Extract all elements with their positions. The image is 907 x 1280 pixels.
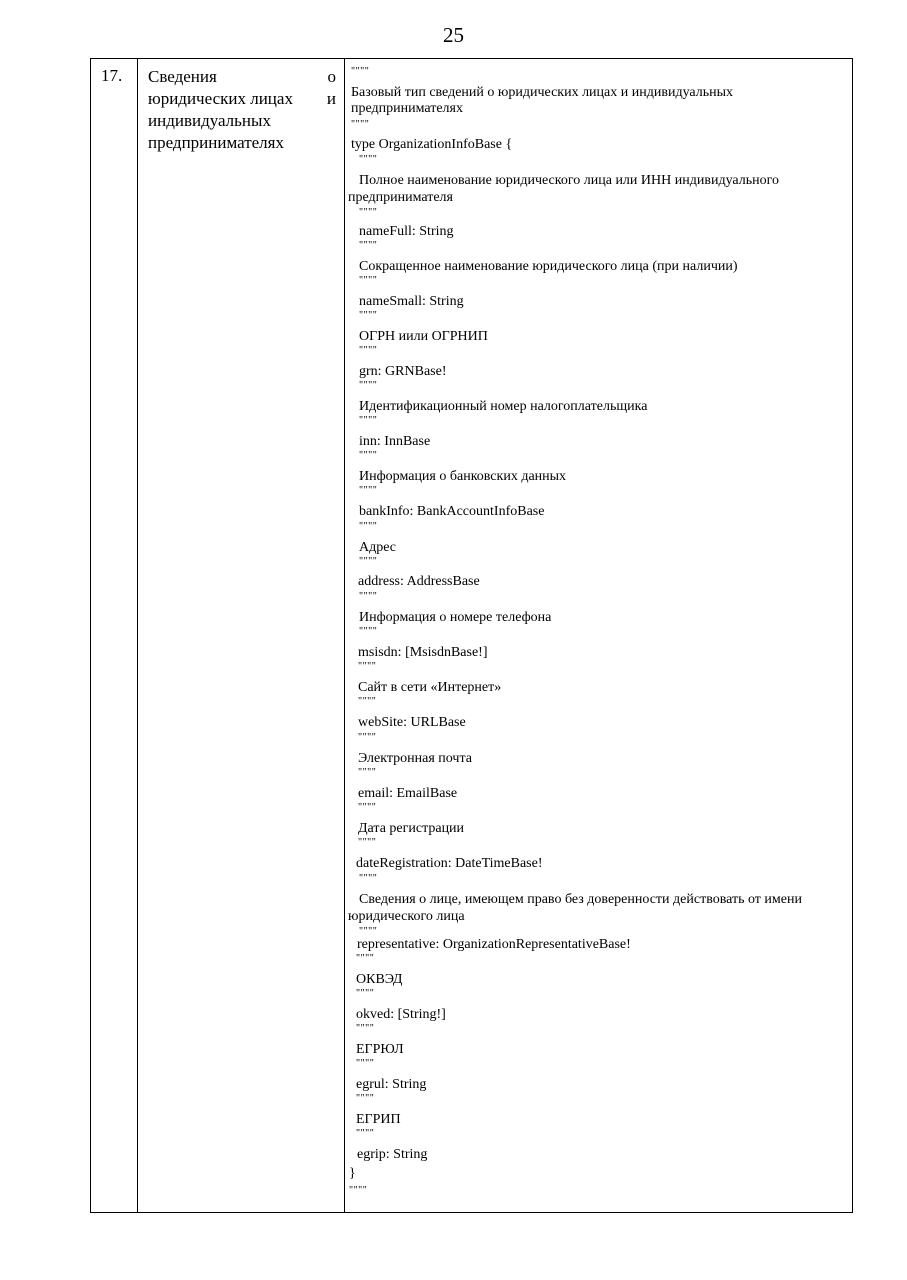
- specification-table: [90, 58, 853, 1213]
- field-description: Электронная почта: [358, 751, 472, 766]
- field-definition: grn: GRNBase!: [359, 364, 447, 379]
- type-description: предпринимателях: [351, 101, 463, 116]
- title-text: юридических лицах: [148, 89, 293, 108]
- field-description: Идентификационный номер налогоплательщика: [359, 399, 648, 414]
- docstring-delimiter: """": [359, 926, 378, 937]
- docstring-delimiter: """": [359, 626, 378, 637]
- title-text: Сведения: [148, 67, 217, 86]
- field-definition: bankInfo: BankAccountInfoBase: [359, 504, 545, 519]
- docstring-delimiter: """": [358, 661, 377, 672]
- field-definition: nameSmall: String: [359, 294, 464, 309]
- docstring-delimiter: """": [356, 988, 375, 999]
- docstring-delimiter: """": [356, 953, 375, 964]
- field-description: ОГРН иили ОГРНИП: [359, 329, 488, 344]
- code-cell: [345, 59, 853, 1213]
- docstring-delimiter: """": [351, 119, 370, 130]
- field-definition: inn: InnBase: [359, 434, 431, 449]
- docstring-delimiter: """": [349, 1185, 368, 1196]
- docstring-delimiter: """": [359, 240, 378, 251]
- docstring-delimiter: """": [358, 837, 377, 848]
- docstring-delimiter: """": [359, 415, 378, 426]
- row-title-cell: [138, 59, 345, 1213]
- title-text: индивидуальных: [148, 111, 271, 130]
- docstring-delimiter: """": [356, 1093, 375, 1104]
- docstring-delimiter: """": [359, 873, 378, 884]
- field-definition: representative: OrganizationRepresentativeBase!: [357, 937, 631, 952]
- docstring-delimiter: """": [359, 521, 378, 532]
- field-description: Информация о банковских данных: [359, 469, 567, 484]
- docstring-delimiter: """": [356, 1058, 375, 1069]
- row-number: 17.: [101, 66, 123, 85]
- field-description: Адрес: [359, 540, 397, 555]
- page-number: 25: [443, 23, 464, 47]
- field-description: ЕГРИП: [356, 1112, 401, 1127]
- field-definition: dateRegistration: DateTimeBase!: [356, 856, 543, 871]
- docstring-delimiter: """": [356, 1128, 375, 1139]
- docstring-delimiter: """": [358, 732, 377, 743]
- docstring-delimiter: """": [356, 1023, 375, 1034]
- docstring-delimiter: """": [359, 154, 378, 165]
- field-description: предпринимателя: [348, 190, 453, 205]
- docstring-delimiter: """": [359, 485, 378, 496]
- docstring-delimiter: """": [351, 66, 370, 77]
- field-description: Информация о номере телефона: [359, 610, 552, 625]
- docstring-delimiter: """": [359, 345, 378, 356]
- title-text: и: [326, 89, 336, 108]
- row-number-cell: [91, 59, 138, 1213]
- docstring-delimiter: """": [358, 696, 377, 707]
- docstring-delimiter: """": [358, 802, 377, 813]
- field-description: юридического лица: [348, 909, 465, 924]
- docstring-delimiter: """": [359, 275, 378, 286]
- field-description: ОКВЭД: [356, 972, 403, 987]
- table-row: [91, 59, 853, 1213]
- docstring-delimiter: """": [359, 310, 378, 321]
- title-text: предпринимателях: [148, 133, 284, 152]
- field-definition: egrul: String: [356, 1077, 427, 1092]
- field-description: Дата регистрации: [358, 821, 465, 836]
- field-definition: email: EmailBase: [358, 786, 458, 801]
- row-title: [138, 59, 344, 154]
- field-definition: nameFull: String: [359, 224, 454, 239]
- field-definition: okved: [String!]: [356, 1007, 446, 1022]
- docstring-delimiter: """": [359, 380, 378, 391]
- field-description: Сокращенное наименование юридического лица (при наличии): [359, 259, 738, 274]
- field-definition: egrip: String: [357, 1147, 428, 1162]
- docstring-delimiter: """": [358, 767, 377, 778]
- docstring-delimiter: """": [359, 207, 378, 218]
- title-text: о: [327, 67, 336, 86]
- type-description: Базовый тип сведений о юридических лицах и индивидуальных: [351, 85, 733, 100]
- field-definition: webSite: URLBase: [358, 715, 466, 730]
- type-closing-brace: }: [349, 1166, 356, 1181]
- graphql-type-definition: [345, 59, 852, 1212]
- docstring-delimiter: """": [359, 450, 378, 461]
- field-description: Сведения о лице, имеющем право без доверенности действовать от имени: [359, 892, 802, 907]
- docstring-delimiter: """": [359, 591, 378, 602]
- type-declaration: type OrganizationInfoBase {: [351, 137, 513, 152]
- docstring-delimiter: """": [359, 556, 378, 567]
- field-definition: address: AddressBase: [358, 574, 480, 589]
- field-description: Полное наименование юридического лица или ИНН индивидуального: [359, 173, 779, 188]
- field-description: Сайт в сети «Интернет»: [358, 680, 502, 695]
- field-description: ЕГРЮЛ: [356, 1042, 404, 1057]
- field-definition: msisdn: [MsisdnBase!]: [358, 645, 488, 660]
